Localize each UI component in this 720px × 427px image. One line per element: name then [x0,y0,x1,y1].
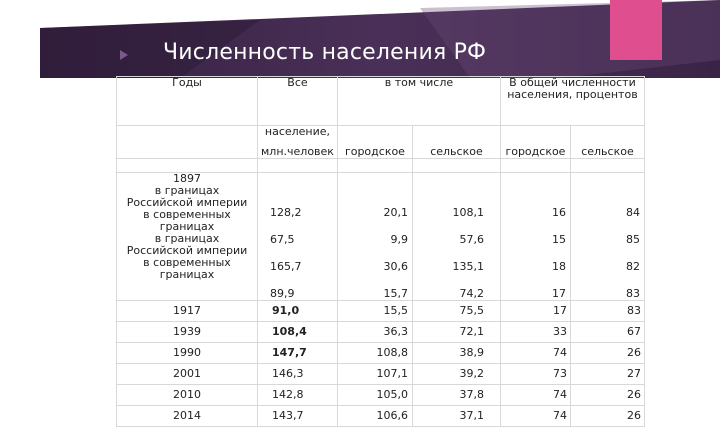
table-cell: 67,5 [270,233,295,246]
table-cell: 74 [500,406,570,427]
table-cell: 15 [551,233,566,246]
table-cell: 85 [625,233,640,246]
table-cell: 2010 [117,385,258,406]
table-cell: 107,1 [337,364,412,385]
table-cell: 2001 [117,364,258,385]
spacer-cell [500,159,570,173]
table-cell: 108,4 [258,322,338,343]
table-cell: 18 [551,260,566,273]
table-cell: 143,7 [258,406,338,427]
table-cell: 84 [625,206,640,219]
table-cell: 57,6 [459,233,484,246]
table-cell: 1917 [117,301,258,322]
region-label: в современных границах [143,256,231,281]
header-share: В общей численности населения, процентов [500,77,644,126]
table-cell: 89,9 [270,287,295,300]
table-cell: 135,1 [452,260,484,273]
table-cell: 39,2 [412,364,500,385]
triangle-bullet-icon [120,50,128,60]
year-1897-cell [117,173,258,301]
table-cell: 75,5 [412,301,500,322]
header-total [258,77,338,126]
table-cell: 165,7 [270,260,302,273]
table-cell: 20,1 [383,206,408,219]
table-row [117,343,645,364]
header-total-unit-label: млн.человек [261,145,334,158]
table-row [117,322,645,343]
table-cell: 108,8 [337,343,412,364]
accent-block [610,0,662,60]
table-cell: 106,6 [337,406,412,427]
spacer-cell [412,159,500,173]
table-cell: 74 [500,343,570,364]
table-cell: 83 [570,301,644,322]
header-total-label-2: население, [264,125,331,138]
table-cell: 83 [625,287,640,300]
table-row [117,406,645,427]
rural-1897-cell [412,173,500,301]
table-cell: 15,7 [383,287,408,300]
table-cell: 73 [500,364,570,385]
table-cell: 37,1 [412,406,500,427]
table-cell: 16 [551,206,566,219]
table-cell: 74 [500,385,570,406]
title-banner [0,0,720,78]
table-cell: 142,8 [258,385,338,406]
year-label: 1897 [173,172,201,185]
region-label: в границах Российской империи [126,232,248,257]
table-cell: 26 [570,343,644,364]
table-cell: 146,3 [258,364,338,385]
table-row [117,385,645,406]
header-years-cont [117,126,258,159]
table-row [117,301,645,322]
header-urban: городское [337,126,412,159]
table-cell: 1939 [117,322,258,343]
header-total-unit [258,126,338,159]
table-cell: 147,7 [258,343,338,364]
table-cell: 82 [625,260,640,273]
table-cell: 108,1 [452,206,484,219]
region-label: в современных границах [143,208,231,233]
table-body [117,301,645,427]
table-cell: 26 [570,406,644,427]
region-label: в границах Российской империи [126,184,248,209]
header-total-label: Все [287,76,308,89]
spacer-cell [258,159,338,173]
table-cell: 9,9 [390,233,408,246]
table-cell: 33 [500,322,570,343]
header-years: Годы [117,77,258,126]
table-cell: 27 [570,364,644,385]
table-cell: 17 [551,287,566,300]
rural-pct-1897-cell [570,173,644,301]
table-cell: 72,1 [412,322,500,343]
header-rural: сельское [412,126,500,159]
table-cell: 15,5 [337,301,412,322]
table-cell: 67 [570,322,644,343]
table-row [117,364,645,385]
urban-pct-1897-cell [500,173,570,301]
spacer-cell [570,159,644,173]
table-cell: 37,8 [412,385,500,406]
table-cell: 36,3 [337,322,412,343]
table-cell: 128,2 [270,206,302,219]
table-cell: 105,0 [337,385,412,406]
table-cell: 17 [500,301,570,322]
population-table [116,76,645,427]
table-cell: 91,0 [258,301,338,322]
slide-title: Численность населения РФ [163,40,487,65]
total-1897-cell [258,173,338,301]
header-urban-pct: городское [500,126,570,159]
table-cell: 2014 [117,406,258,427]
urban-1897-cell [337,173,412,301]
spacer-cell [337,159,412,173]
table-cell: 30,6 [383,260,408,273]
header-rural-pct: сельское [570,126,644,159]
table-cell: 38,9 [412,343,500,364]
spacer-cell [117,159,258,173]
header-including: в том числе [337,77,500,126]
table-cell: 26 [570,385,644,406]
table-cell: 74,2 [459,287,484,300]
table-cell: 1990 [117,343,258,364]
